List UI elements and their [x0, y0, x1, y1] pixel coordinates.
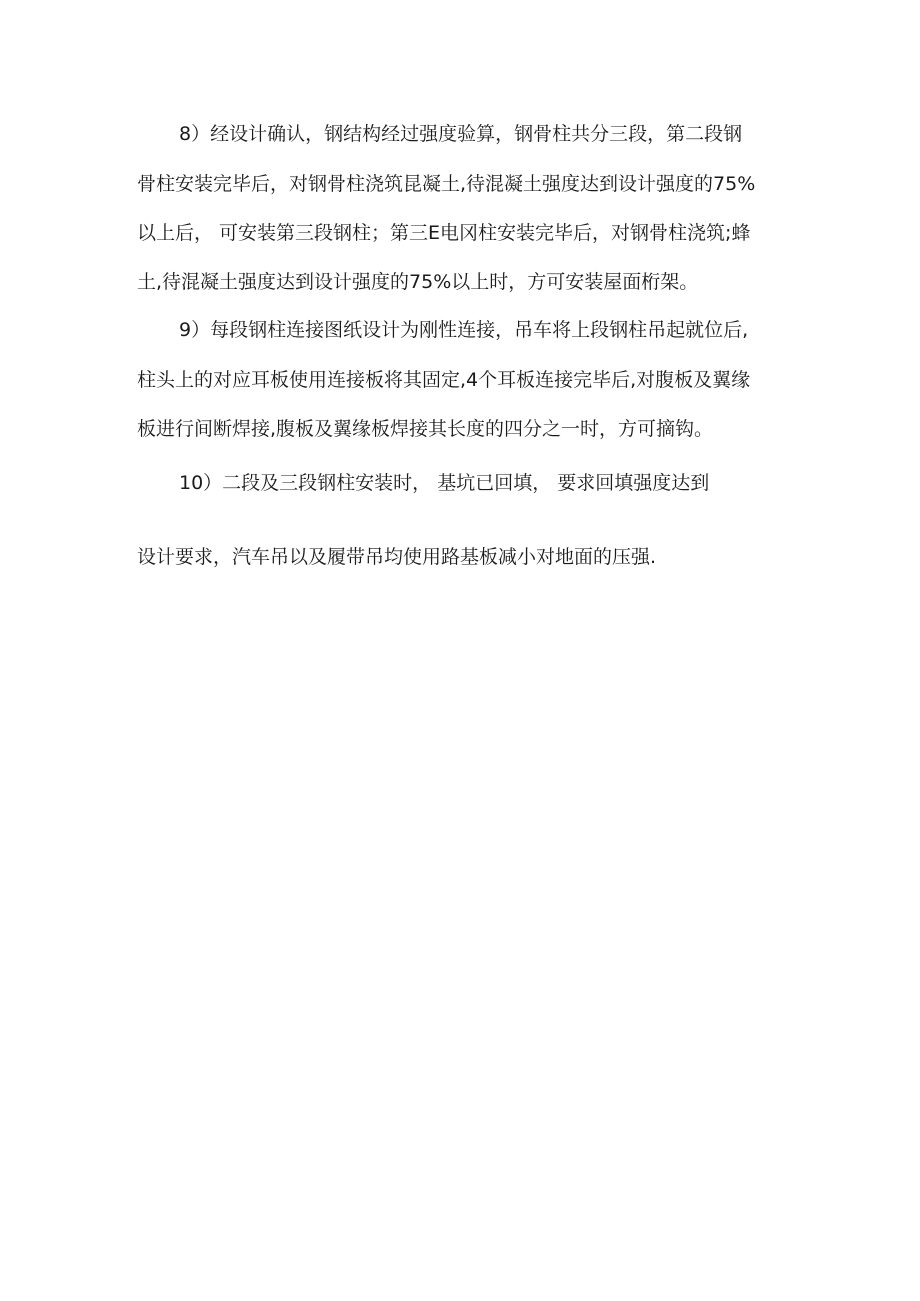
paragraph-8-line-2: 骨柱安装完毕后，对钢骨柱浇筑昆凝土,待混凝土强度达到设计强度的75%	[137, 173, 756, 195]
paragraph-10-line-1: 10）二段及三段钢柱安装时， 基坑已回填， 要求回填强度达到	[179, 472, 710, 494]
paragraph-9-line-3: 板进行间断焊接,腹板及翼缘板焊接其长度的四分之一时，方可摘钩。	[137, 418, 714, 440]
paragraph-9-line-1: 9）每段钢柱连接图纸设计为刚性连接，吊车将上段钢柱吊起就位后,	[179, 319, 749, 341]
paragraph-9-line-2: 柱头上的对应耳板使用连接板将其固定,4个耳板连接完毕后,对腹板及翼缘	[137, 369, 751, 391]
paragraph-8-line-1: 8）经设计确认，钢结构经过强度验算，钢骨柱共分三段，第二段钢	[179, 123, 743, 145]
paragraph-10-continuation: 设计要求，汽车吊以及履带吊均使用路基板减小对地面的压强.	[137, 546, 657, 568]
paragraph-8-line-4: 土,待混凝土强度达到设计强度的75%以上时，方可安装屋面桁架。	[137, 271, 699, 293]
paragraph-8-line-3: 以上后， 可安装第三段钢柱；第三E电冈柱安装完毕后，对钢骨柱浇筑;蜂	[137, 222, 751, 244]
